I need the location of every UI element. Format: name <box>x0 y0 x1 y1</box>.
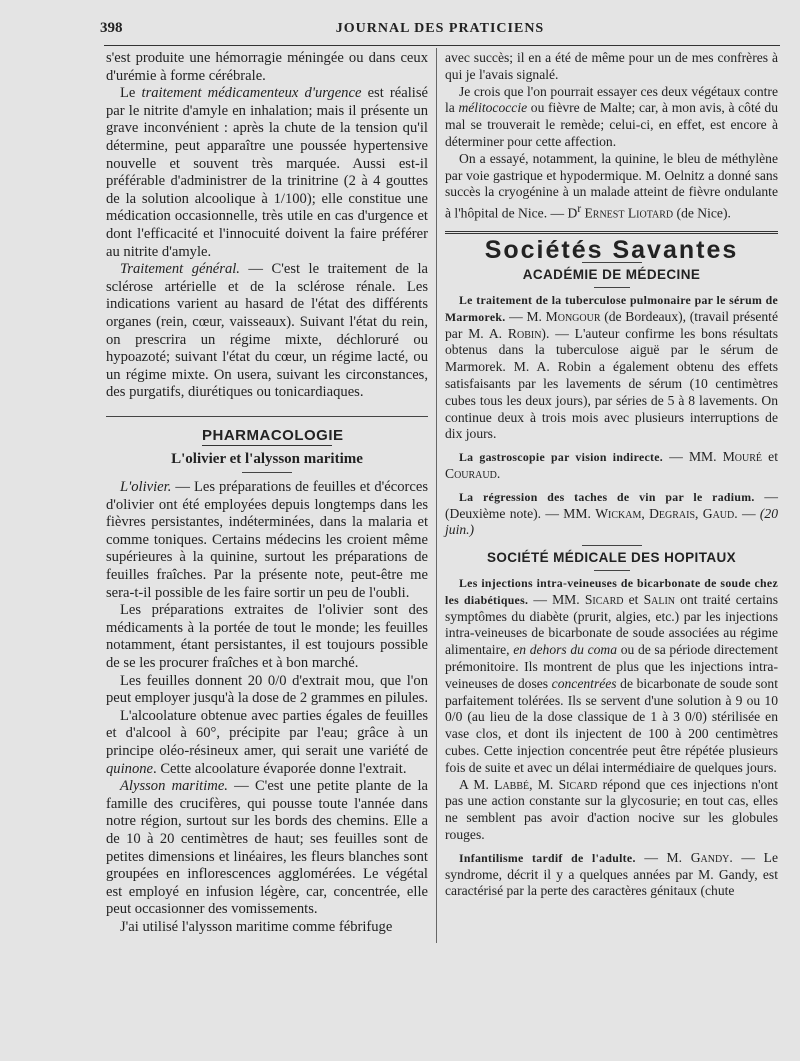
paragraph: s'est produite une hémorragie méningée ou dans ceux d'urémie à forme cérébrale. <box>106 50 428 84</box>
title-rule <box>594 570 630 571</box>
section-rule <box>445 231 778 234</box>
subsection-title-hopitaux: SOCIÉTÉ MÉDICALE DES HOPITAUX <box>486 550 737 566</box>
section-title-pharmacologie: PHARMACOLOGIE <box>202 427 332 447</box>
section-title-societes-savantes: Sociétés Savantes <box>484 235 739 264</box>
page-number: 398 <box>100 20 123 36</box>
article-title: L'olivier et l'alysson maritime <box>171 451 363 468</box>
subsection-title-academie: ACADÉMIE DE MÉDECINE <box>522 267 701 283</box>
paragraph: On a essayé, notamment, la quinine, le bleu de méthylène par voie gastrique et hypodermique. M. Oelnitz a donné sans succès la cryogénine à un malade atteint de fièvre ondulante à l'hôpital de Nice. — $D^r$ Ernest Liotard (de Nice). <box>445 150 778 221</box>
paragraph: Le traitement de la tuberculose pulmonaire par le sérum de Marmorek. — M. Mongour (de Bordeaux), (travail présenté par M. A. Robin). — L'auteur confirme les bons résultats obtenus dans la tuberculose aiguë par le sérum de Marmorek. M. A. Robin a également obtenu des effets satisfaisants par les lavements de sérum (10 centimètres cubes tous les deux jours), par séries de 5 à 8 lavements. On continue deux à trois mois avec plusieurs interruptions de dix jours. <box>445 293 778 442</box>
paragraph: Les préparations extraites de l'olivier sont des médicaments à la portée de tout le monde; les feuilles notamment, étant persistantes, il est toujours possible de se les procurer fraîches et à bon marché. <box>106 602 428 671</box>
right-column <box>445 50 778 900</box>
title-rule <box>594 287 630 288</box>
running-header <box>100 20 780 42</box>
paragraph: Alysson maritime. — C'est une petite plante de la famille des crucifères, qui pousse toute l'année dans notre région, surtout sur les bords des chemins. Elle a de 10 à 20 centimètres de haut; ses feuilles sont de petites dimensions et linéaires, les fleurs blanches sont groupées en inflorescences agglomérées. Le végétal est employé en infusion légère, car, concentrée, elle peut occasionner des vomissements. <box>106 778 428 918</box>
paragraph: Infantilisme tardif de l'adulte. — M. Gandy. — Le syndrome, décrit il y a quelques années par M. Gandy, est caractérisé par la perte des caractères génitaux (chute <box>445 849 778 899</box>
paragraph: A M. Labbé, M. Sicard répond que ces injections n'ont pas une action constante sur la glycosurie; en tout cas, elles ne semblent pas avoir d'action nocive sur les globules rouges. <box>445 776 778 842</box>
paragraph: La régression des taches de vin par le radium. — (Deuxième note). — MM. Wickam, Degrais, Gaud. — (20 juin.) <box>445 488 779 538</box>
paragraph: La gastroscopie par vision indirecte. — MM. Mouré et Couraud. <box>445 449 778 482</box>
title-rule <box>242 472 292 473</box>
paragraph: avec succès; il en a été de même pour un de mes confrères à qui je l'avais signalé. <box>445 50 778 82</box>
paragraph: Le traitement médicamenteux d'urgence est réalisé par le nitrite d'amyle en inhalation; mais il présente un grave inconvénient : après la chute de la tension qu'il détermine, peut apparaître une poussée hypertensive nouvelle et souvent très marquée. Aussi est-il préférable d'administrer de la trinitrine (2 à 4 gouttes de la solution alcoolique à 1/100); elle constitue une médication occasionnelle, très utile en cas d'urgence et dont l'efficacité et l'innocuité doivent la faire préférer au nitrite d'amyle. <box>106 85 428 260</box>
paragraph: L'alcoolature obtenue avec parties égales de feuilles et d'alcool à 60°, précipite par l'eau; grâce à un principe oléo-résineux amer, qui serait une variété de quinone. Cette alcoolature évaporée donne l'extrait. <box>106 707 428 777</box>
column-divider <box>436 48 437 943</box>
paragraph: Je crois que l'on pourrait essayer ces deux végétaux contre la mélitococcie ou fièvre de Malte; car, à mon avis, à côté du mal se trouverait le remède; celui-ci, en effet, est encore à déterminer pour cette affection. <box>445 83 778 149</box>
paragraph: Les feuilles donnent 20 0/0 d'extrait mou, que l'on peut employer jusqu'à la dose de 2 grammes en pilules. <box>106 672 428 707</box>
left-column <box>106 50 428 937</box>
paragraph: L'olivier. — Les préparations de feuilles et d'écorces d'olivier ont été employées depuis longtemps dans les fièvres persistantes, indéterminées, dans la malaria et comme toniques. Certains médecins les croient même supérieures à la quinine, surtout les préparations de feuilles fraîches. Par la présente note, peut-être me sera-t-il possible de les faire sortir un peu de l'oubli. <box>106 479 428 601</box>
journal-title: JOURNAL DES PRATICIENS <box>335 21 545 36</box>
author-name: Ernest Liotard <box>581 205 674 221</box>
paragraph: Les injections intra-veineuses de bicarbonate de soude chez les diabétiques. — MM. Sicard et Salin ont traité certains symptômes du diabète (prurit, algies, etc.) par les injections intra-veineuses de bicarbonate de soude associées au régime alimentaire, en dehors du coma ou de sa période directement prémonitoire. Ils montrent de plus que les injections intra-veineuses de doses concentrées de bicarbonate de soude sont parfaitement tolérées. Ils se servent d'une solution à 9 ou 10 0/0 (au lieu de la dose classique de 1 à 3 0/0) stérilisée en vase clos, et dont ils injectent de 100 à 200 centimètres cubes. Cette injection concentrée peut être répétée plusieurs fois de suite et avec un délai intermédiaire de quelques jours. <box>445 576 778 775</box>
header-rule <box>104 45 780 46</box>
section-rule <box>582 545 642 546</box>
paragraph: Traitement général. — C'est le traitement de la sclérose artérielle et de la sclérose rénale. Les indications varient au hasard de l'état des différents organes (rein, cœur, vaisseaux). Suivant l'état du rein, on prescrira un régime mixte, déchloruré ou hypoazoté; suivant l'état du cœur, un régime lacté, ou un régime mixte. On usera, suivant les circonstances, des purgatifs, diurétiques ou tonicardiaques. <box>106 261 428 401</box>
paragraph: J'ai utilisé l'alysson maritime comme fébrifuge <box>120 918 393 935</box>
